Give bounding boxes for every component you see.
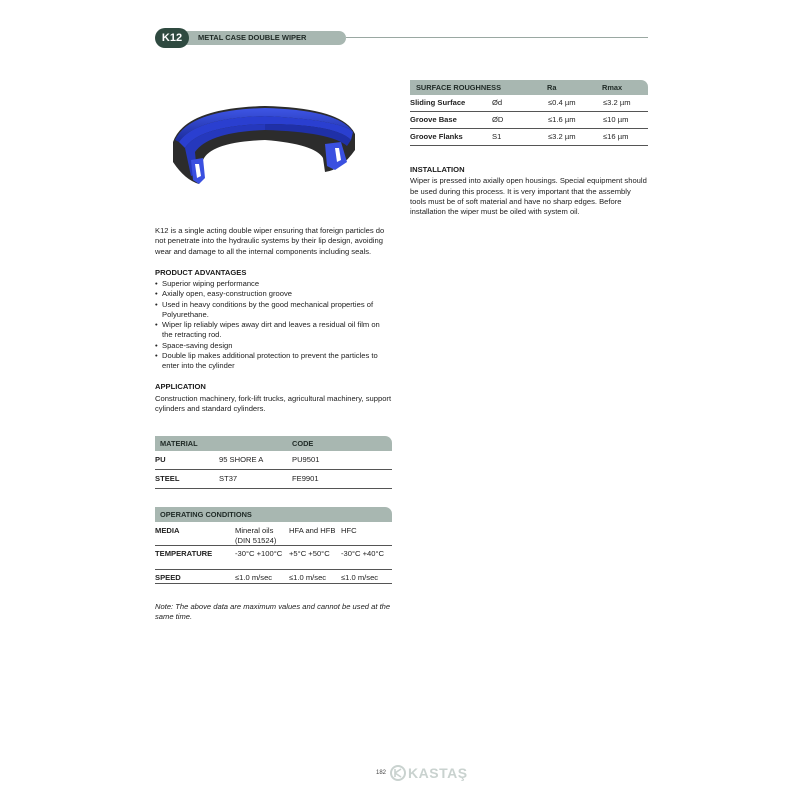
rmax-header-cell: Rmax: [602, 82, 623, 92]
operating-table-header: OPERATING CONDITIONS: [155, 507, 392, 522]
list-item: • Space-saving design: [155, 341, 392, 351]
list-item: • Superior wiping performance: [155, 279, 392, 289]
table-row: [410, 112, 648, 129]
table-cell: -30°C +100°C: [235, 549, 283, 558]
material-table-header: [155, 436, 392, 451]
product-code-badge: K12: [155, 28, 189, 48]
table-row: [155, 470, 392, 489]
table-cell: 95 SHORE A: [219, 454, 264, 464]
table-cell: FE9901: [292, 473, 319, 483]
table-cell: ≤10 µm: [603, 114, 629, 124]
left-column: [155, 226, 392, 414]
table-cell: ≤1.0 m/sec: [235, 573, 273, 582]
table-cell: ≤0.4 µm: [548, 97, 576, 107]
installation-section: [410, 165, 648, 217]
table-cell: ST37: [219, 473, 238, 483]
table-cell: ØD: [492, 114, 504, 124]
list-item: • Axially open, easy-construction groove: [155, 289, 392, 299]
table-cell: -30°C +40°C: [341, 549, 385, 558]
surface-table-header: [410, 80, 648, 95]
table-cell: SPEED: [155, 573, 181, 582]
table-row: [155, 570, 392, 584]
operating-conditions-table: [155, 507, 392, 584]
table-row: [410, 129, 648, 146]
table-cell: PU9501: [292, 454, 320, 464]
material-table: [155, 436, 392, 489]
page-number: 182: [376, 770, 387, 777]
header-divider: [346, 37, 648, 38]
advantages-heading: PRODUCT ADVANTAGES: [155, 267, 247, 277]
table-row: [155, 522, 392, 546]
table-cell: +5°C +50°C: [289, 549, 330, 558]
table-cell: MEDIA: [155, 526, 180, 535]
surface-roughness-table: [410, 80, 648, 146]
table-cell: Mineral oils (DIN 51524): [235, 526, 277, 546]
surface-header-cell: SURFACE ROUGHNESS: [416, 82, 502, 92]
installation-heading: INSTALLATION: [410, 165, 465, 174]
table-row: [155, 451, 392, 470]
metal-case-wiper-image: [165, 100, 360, 190]
list-item: • Wiper lip reliably wipes away dirt and leaves a residual oil film on the retracting rod.: [155, 320, 392, 341]
code-header-cell: CODE: [292, 438, 314, 448]
page-title: METAL CASE DOUBLE WIPER: [178, 31, 346, 45]
table-cell: ≤16 µm: [603, 131, 629, 141]
list-item: • Double lip makes additional protection to prevent the particles to enter into the cylinder: [155, 351, 392, 372]
page-footer: [376, 764, 468, 783]
table-row: [410, 95, 648, 112]
footnote: Note: The above data are maximum values and cannot be used at the same time.: [155, 602, 391, 622]
application-heading: APPLICATION: [155, 382, 206, 392]
table-cell: PU: [155, 454, 166, 464]
table-cell: HFA and HFB: [289, 526, 336, 535]
ra-header-cell: Ra: [547, 82, 557, 92]
table-cell: HFC: [341, 526, 357, 535]
brand-name: KASTAŞ: [408, 765, 468, 781]
table-cell: S1: [492, 131, 502, 141]
list-item: • Used in heavy conditions by the good mechanical properties of Polyurethane.: [155, 300, 392, 321]
table-row: [155, 546, 392, 570]
table-cell: Sliding Surface: [410, 97, 466, 107]
brand-logo: [390, 764, 468, 783]
kastas-logo-icon: [390, 765, 406, 781]
table-cell: ≤3.2 µm: [548, 131, 576, 141]
table-cell: Ød: [492, 97, 503, 107]
table-cell: Groove Flanks: [410, 131, 463, 141]
table-cell: TEMPERATURE: [155, 549, 213, 558]
advantages-list: [155, 279, 392, 371]
table-cell: STEEL: [155, 473, 180, 483]
table-cell: ≤1.0 m/sec: [289, 573, 327, 582]
table-cell: ≤1.6 µm: [548, 114, 576, 124]
installation-text: Wiper is pressed into axially open housings. Special equipment should be used during this process. It is very important that the assembly tools must be of soft material and have no sharp edges. Before installation the wiper must be oiled with system oil.: [410, 176, 647, 216]
table-cell: Groove Base: [410, 114, 457, 124]
intro-paragraph: K12 is a single acting double wiper ensuring that foreign particles do not penetrate into the hydraulic systems by their lip design, avoiding wear and damage to all the internal components including seals.: [155, 226, 385, 256]
table-cell: ≤1.0 m/sec: [341, 573, 379, 582]
application-text: Construction machinery, fork-lift trucks, agricultural machinery, support cylinders and standard cylinders.: [155, 393, 392, 413]
material-header-cell: MATERIAL: [160, 438, 198, 448]
table-cell: ≤3.2 µm: [603, 97, 631, 107]
